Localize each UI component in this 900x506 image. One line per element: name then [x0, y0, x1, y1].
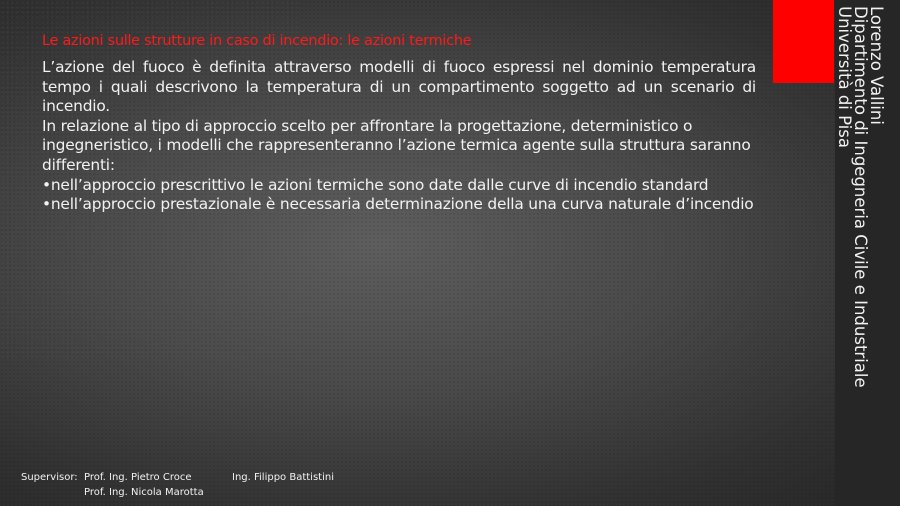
supervisor-marotta: Prof. Ing. Nicola Marotta — [84, 487, 204, 498]
supervisor-croce: Prof. Ing. Pietro Croce — [84, 472, 192, 483]
paragraph-approach: In relazione al tipo di approccio scelto per affrontare la progettazione, deterministico o ingegneristico, i modelli che rappresenteranno l’azione termica agente sulla struttura saranno differenti: — [42, 116, 751, 174]
author-name: Lorenzo Vallini — [867, 6, 886, 125]
department-name: Dipartimento di Ingegneria Civile e Industriale — [851, 6, 870, 388]
slide-title: Le azioni sulle strutture in caso di incendio: le azioni termiche — [42, 33, 472, 49]
accent-block — [773, 0, 834, 83]
author-affiliation — [835, 6, 886, 388]
university-name: Università di Pisa — [835, 6, 854, 149]
paragraph-fire-models: L’azione del fuoco è definita attraverso modelli di fuoco espressi nel dominio temperatura tempo i quali descrivono la temperatura di un compartimento soggetto ad un scenario di incendio. — [42, 58, 756, 116]
bullet-performance: •nell’approccio prestazionale è necessaria determinazione della una curva naturale d’incendio — [42, 195, 754, 214]
supervisor-label: Supervisor: — [21, 472, 78, 483]
slide-body — [42, 58, 756, 215]
supervisor-battistini: Ing. Filippo Battistini — [232, 472, 334, 483]
bullet-prescriptive: •nell’approccio prescrittivo le azioni termiche sono date dalle curve di incendio standard — [42, 175, 709, 194]
